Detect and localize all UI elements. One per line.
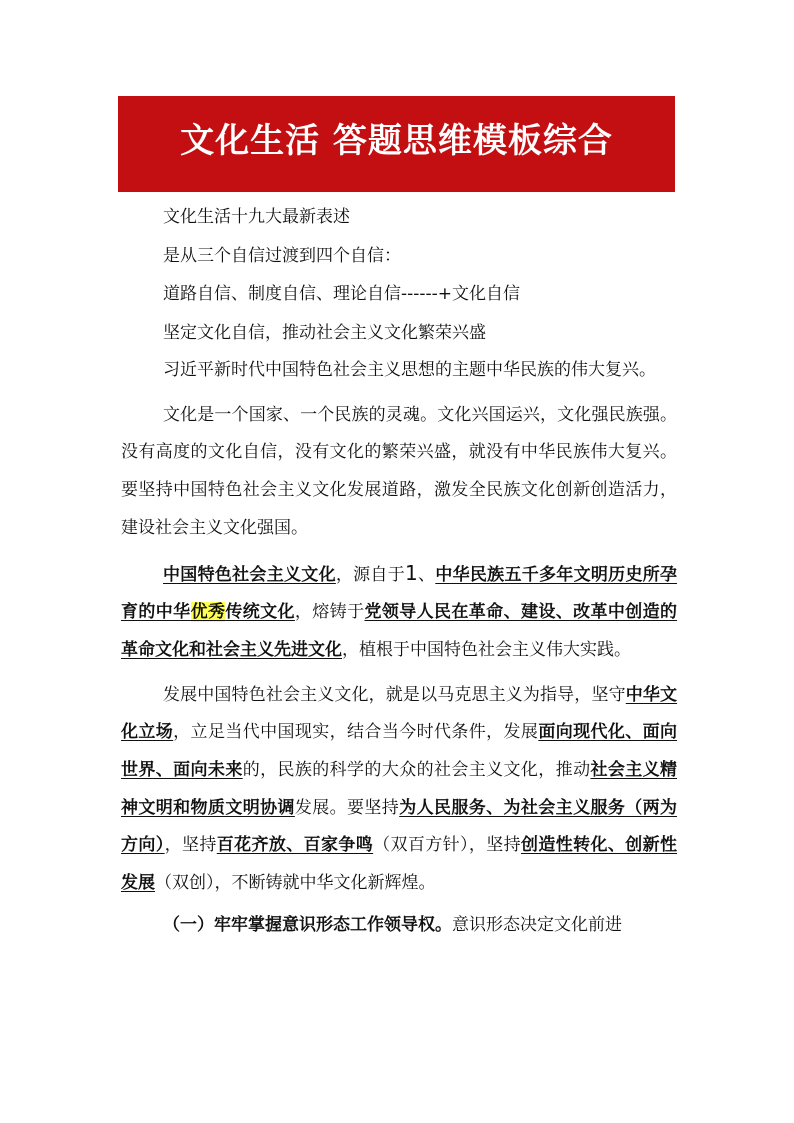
page-title: 文化生活 答题思维模板综合 — [180, 120, 613, 161]
intro-line-3: 道路自信、制度自信、理论自信------+文化自信 — [163, 284, 521, 304]
text-run: ，熔铸于 — [294, 602, 365, 623]
paragraph-culture-source — [121, 555, 677, 670]
intro-line-4: 坚定文化自信，推动社会主义文化繁荣兴盛 — [163, 322, 486, 343]
key-term: 中国特色社会主义文化 — [163, 564, 336, 585]
highlighted-term: 优秀 — [190, 602, 226, 623]
key-term: 中华文化立场 — [121, 684, 678, 743]
text-run: 、 — [417, 564, 436, 585]
intro-line-1: 文化生活十九大最新表述 — [163, 207, 350, 227]
text-run: 发展。要坚持 — [294, 797, 400, 818]
section-heading: （一）牢牢掌握意识形态工作领导权。 — [163, 914, 452, 935]
section-heading-line — [121, 906, 677, 944]
section-text: 意识形态决定文化前进 — [452, 914, 622, 935]
key-term: 百花齐放、百家争鸣 — [216, 835, 374, 856]
title-banner — [118, 96, 675, 192]
text-run: ，坚持 — [164, 835, 217, 856]
key-term: 社会主义精神文明和物质文明协调 — [121, 760, 678, 818]
text-run: ，源自于 — [335, 564, 405, 585]
text-run: 发展中国特色社会主义文化，就是以马克思主义为指导，坚守 — [163, 684, 626, 705]
intro-line-2: 是从三个自信过渡到四个自信： — [163, 245, 401, 266]
key-term: 创造性转化、创新性发展 — [121, 835, 677, 894]
key-term: 为人民服务、为社会主义服务（两为方向） — [121, 797, 678, 856]
paragraph-develop-culture — [121, 677, 677, 903]
text-run: ，立足当代中国现实，结合当今时代条件，发展 — [173, 722, 539, 743]
intro-line-5: 习近平新时代中国特色社会主义思想的主题中华民族的伟大复兴。 — [163, 360, 656, 380]
text-run: ，植根于中国特色社会主义伟大实践。 — [342, 639, 631, 660]
text-run: （双百方针），坚持 — [373, 835, 521, 856]
document-body — [121, 198, 677, 944]
text-run: （双创），不断铸就中华文化新辉煌。 — [155, 873, 436, 894]
list-number: 1 — [405, 560, 418, 585]
key-term: 党领导人民在革命、建设、改革中创造的革命文化和社会主义先进文化 — [121, 602, 678, 660]
key-term: 传统文化 — [225, 602, 295, 623]
text-run: 的，民族的科学的大众的社会主义文化，推动 — [242, 760, 591, 781]
key-term: 面向现代化、面向世界、面向未来 — [121, 722, 678, 781]
paragraph-culture-soul: 文化是一个国家、一个民族的灵魂。文化兴国运兴，文化强民族强。没有高度的文化自信，没有文化的繁荣兴盛，就没有中华民族伟大复兴。要坚持中国特色社会主义文化发展道路，激发全民族文化创新创造活力，建设社会主义文化强国。 — [121, 404, 677, 538]
key-term: 中华民族五千多年文明历史所孕育的中华 — [121, 564, 678, 623]
